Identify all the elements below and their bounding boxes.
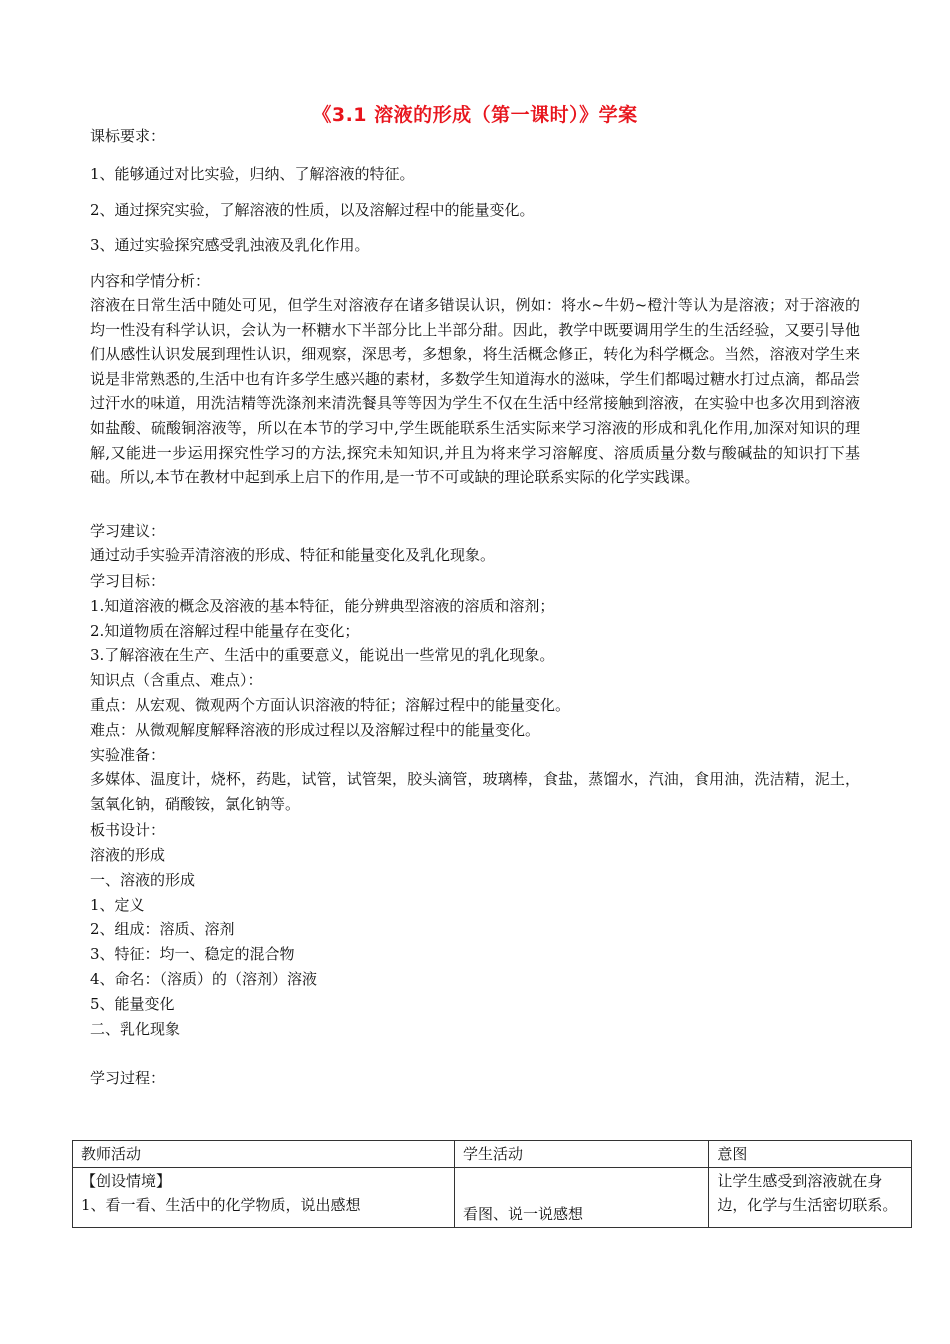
teacher-activity-body: 1、看一看、生活中的化学物质，说出感想: [81, 1196, 361, 1214]
requirement-item: 2、通过探究实验，了解溶液的性质，以及溶解过程中的能量变化。: [90, 201, 535, 219]
board-line: 3、特征：均一、稳定的混合物: [90, 945, 295, 963]
advice-body: 通过动手实验弄清溶液的形成、特征和能量变化及乳化现象。: [90, 546, 496, 564]
student-activity-cell: 看图、说一说感想: [455, 1168, 709, 1228]
board-line: 二、乳化现象: [90, 1020, 181, 1038]
requirements-heading: 课标要求：: [90, 127, 166, 145]
board-line: 溶液的形成: [90, 846, 166, 864]
document-title: 《3.1 溶液的形成（第一课时）》学案: [312, 104, 638, 126]
goal-item: 2.知道物质在溶解过程中能量存在变化；: [90, 622, 360, 640]
learning-process-table: [72, 1140, 912, 1228]
board-line: 5、能量变化: [90, 995, 175, 1013]
header-intent: 意图: [709, 1141, 912, 1168]
teacher-activity-title: 【创设情境】: [81, 1172, 172, 1190]
analysis-body: 溶液在日常生活中随处可见，但学生对溶液存在诸多错误认识，例如：将水~牛奶~橙汁等认为是溶液；对于溶液的均一性没有科学认识，会认为一杯糖水下半部分比上半部分甜。因此，教学中既要调用学生的生活经验，又要引导他们从感性认识发展到理性认识，细观察，深思考，多想象，将生活概念修正，转化为科学概念。当然，溶液对学生来说是非常熟悉的,生活中也有许多学生感兴趣的素材，多数学生知道海水的滋味，学生们都喝过糖水打过点滴，都品尝过汗水的味道，用洗洁精等洗涤剂来清洗餐具等等因为学生不仅在生活中经常接触到溶液，在实验中也多次用到溶液如盐酸、硫酸铜溶液等，所以在本节的学习中,学生既能联系生活实际来学习溶液的形成和乳化作用,加深对知识的理解,又能进一步运用探究性学习的方法,探究未知知识,并且为将来学习溶解度、溶质质量分数与酸碱盐的知识打下基础。所以,本节在教材中起到承上启下的作用,是一节不可或缺的理论联系实际的化学实践课。: [90, 296, 860, 487]
table-row: [73, 1168, 912, 1228]
requirement-item: 3、通过实验探究感受乳浊液及乳化作用。: [90, 236, 370, 254]
keypoint-difficult: 难点：从微观解度解释溶液的形成过程以及溶解过程中的能量变化。: [90, 721, 541, 739]
intent-cell: 让学生感受到溶液就在身边，化学与生活密切联系。: [709, 1168, 912, 1228]
board-line: 一、溶液的形成: [90, 871, 196, 889]
teacher-activity-cell: [73, 1168, 455, 1228]
goals-heading: 学习目标：: [90, 572, 166, 590]
header-student-activity: 学生活动: [455, 1141, 709, 1168]
board-line: 1、定义: [90, 896, 145, 914]
materials-body: 多媒体、温度计，烧杯，药匙，试管，试管架，胶头滴管，玻璃棒，食盐，蒸馏水，汽油，食用油，洗洁精，泥土，氢氧化钠，硝酸铵，氯化钠等。: [90, 770, 860, 813]
materials-heading: 实验准备：: [90, 746, 166, 764]
keypoint-key: 重点：从宏观、微观两个方面认识溶液的特征；溶解过程中的能量变化。: [90, 696, 571, 714]
advice-heading: 学习建议：: [90, 522, 166, 540]
board-heading: 板书设计：: [90, 821, 166, 839]
keypoints-heading: 知识点（含重点、难点）：: [90, 671, 263, 689]
goal-item: 1.知道溶液的概念及溶液的基本特征，能分辨典型溶液的溶质和溶剂；: [90, 597, 555, 615]
process-heading: 学习过程：: [90, 1069, 166, 1087]
table-header-row: [73, 1141, 912, 1168]
board-line: 4、命名：（溶质）的（溶剂）溶液: [90, 970, 318, 988]
board-line: 2、组成：溶质、溶剂: [90, 920, 235, 938]
requirement-item: 1、能够通过对比实验，归纳、了解溶液的特征。: [90, 165, 415, 183]
header-teacher-activity: 教师活动: [73, 1141, 455, 1168]
analysis-heading: 内容和学情分析：: [90, 272, 211, 290]
goal-item: 3.了解溶液在生产、生活中的重要意义，能说出一些常见的乳化现象。: [90, 646, 555, 664]
